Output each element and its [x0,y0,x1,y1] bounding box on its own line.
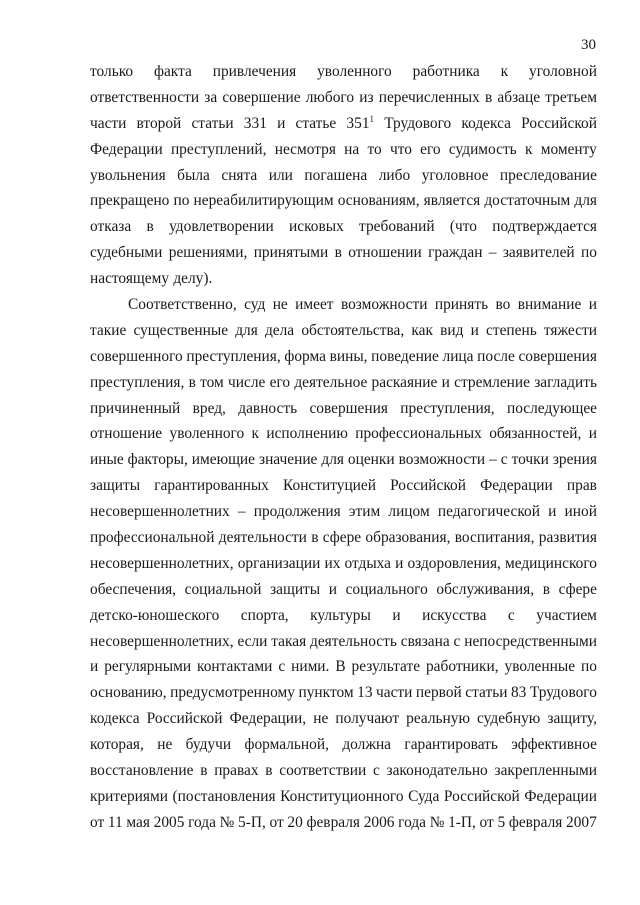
word: получают [335,710,400,728]
word: его [269,373,291,391]
text-line [90,188,597,214]
word-with-footnote [346,111,374,137]
word: тяжести [543,321,597,339]
word: преследование [499,166,597,184]
word: детско-юношеского [90,606,220,624]
word: исполнению [266,425,348,443]
word: контактами [197,658,273,676]
word: педагогической [437,503,540,521]
word: защиты [270,580,321,598]
word: по [580,658,597,676]
word: № [429,813,445,831]
word: основанию, [90,684,167,702]
text-line [90,421,597,447]
word: такие [90,321,127,339]
word: отношение [90,425,163,443]
text-line [90,214,597,240]
word: основаниям, [337,192,420,210]
word: несовершеннолетних, [90,632,234,650]
word: вины, [329,347,368,365]
word: второй [136,114,182,132]
document-body [90,59,597,836]
word: (что [449,218,477,236]
word: от [90,813,105,831]
text-line [90,551,597,577]
word: прекращено [90,192,170,210]
word: – [488,244,497,262]
word: Российской [521,114,597,132]
word: и [548,503,557,521]
word: Конституционного [280,787,404,805]
word: обстоятельства, [301,321,405,339]
word: гарантировать [404,736,498,754]
word: В [335,658,346,676]
word: статьи [465,684,508,702]
word: которая, [90,736,144,754]
word: является [423,192,481,210]
word: защиту, [547,710,597,728]
word: уголовное [421,166,489,184]
word: том [200,373,224,391]
word: точки [511,451,549,469]
word: судимость [448,140,517,158]
text-line [90,85,597,111]
word: достаточным [484,192,571,210]
word: снята [221,166,258,184]
word: имеющие [191,451,256,469]
word: с [500,451,508,469]
word: правах [214,762,259,780]
word: Федерации [480,477,553,495]
word: пунктом [298,684,354,702]
word: – [237,503,246,521]
word: любого [305,88,355,106]
text-line [90,473,597,499]
word: не [313,710,329,728]
word: февраля [306,813,360,831]
word: и [395,554,404,572]
word: и [470,321,479,339]
word: кодекса [461,114,511,132]
word: образования, [365,529,451,547]
word: с [507,606,515,624]
word: степень [486,321,537,339]
word: абзаце [497,88,541,106]
word: предусмотренному [170,684,295,702]
word: не [272,296,288,314]
word: и [90,658,99,676]
text-line [90,59,597,85]
word: с [372,762,380,780]
word: от [479,813,494,831]
text-line [90,499,597,525]
word: обеспечения, [90,580,177,598]
word: оценки [347,451,395,469]
text-line [90,370,597,396]
word: числе [228,373,266,391]
word: моменту [540,140,597,158]
word: участием [536,606,597,624]
word: профессиональных [355,425,482,443]
word: для [321,451,344,469]
word: 351 [346,114,370,132]
word: совершения [309,399,388,417]
text-line [90,758,597,784]
word: деятельность [310,632,397,650]
word: такая [271,632,307,650]
word: их [324,554,341,572]
word: значение [258,451,318,469]
word: ними. [291,658,330,676]
word: критериями [90,787,168,805]
word: этим [348,503,381,521]
word: к [524,140,533,158]
word: в [484,88,493,106]
word: после [477,347,515,365]
word: (постановления [172,787,276,805]
text-line [90,240,597,266]
word: и [328,580,337,598]
word: лица [442,347,474,365]
word: Федерации [90,140,163,158]
word: что [389,140,412,158]
word: возможности [398,451,486,469]
word: за [204,88,218,106]
word: дела [264,321,295,339]
text-line [90,603,597,629]
word: исковых [289,218,344,236]
word: и [588,296,597,314]
word: как [411,321,433,339]
word: законодательно [386,762,488,780]
word: Российской [390,477,466,495]
word: увольнения [90,166,166,184]
footnote-mark: 1 [369,113,375,124]
word: последующее [506,399,597,417]
word: 83 [510,684,527,702]
word: из [359,88,374,106]
word: в [265,762,273,780]
word: в [542,580,550,598]
word: от [269,813,284,831]
word: загладить [534,373,597,391]
word: существенные [133,321,229,339]
word: иные [90,451,124,469]
word: Трудового [384,114,452,132]
word: 13 [357,684,373,702]
word: либо [378,166,411,184]
word: отношении [348,244,422,262]
word: 331 [243,114,267,132]
word: № [219,813,235,831]
word: развития [538,529,597,547]
word: преступления, [90,373,185,391]
word: Российской [443,787,520,805]
word: требований [359,218,435,236]
word: кодекса [90,710,140,728]
word: статьи [191,114,234,132]
word: раскаяние [371,373,438,391]
word: его [420,140,441,158]
word: 2007 [566,813,597,831]
word: преступлений, [170,140,267,158]
word: если [237,632,268,650]
word: не [157,736,173,754]
word: Федерации, [229,710,307,728]
word: Суда [408,787,440,805]
word: к [500,63,509,80]
word: 20 [287,813,303,831]
word: к [251,425,259,443]
word: зрения [552,451,597,469]
word: иной [564,503,597,521]
word: уволенного [317,63,392,80]
text-line [90,654,597,680]
word: регулярными [104,658,192,676]
word: для [574,192,597,210]
word: отдыха [344,554,392,572]
word: Федерации [524,787,597,805]
word: первой [415,684,462,702]
word: только [90,63,134,80]
word: судебными [90,244,163,262]
word: на [344,140,360,158]
word: восстановление [90,762,194,780]
word: защиты [90,477,141,495]
word: преступления, [186,347,281,365]
word: Трудового [529,684,597,702]
text-line [90,318,597,344]
word: с [278,658,286,676]
word: поведение [371,347,439,365]
word: в [146,218,154,236]
word: давность [238,399,298,417]
word: причиненный [90,399,181,417]
word: внимание [517,296,582,314]
word: принятыми [253,244,329,262]
word: социальной [184,580,262,598]
word: гарантированных [154,477,269,495]
word: и [441,373,450,391]
text-line [90,344,597,370]
word: настоящему [90,270,170,288]
word: судебную [477,710,541,728]
word: в [188,373,196,391]
word: февраля [508,813,563,831]
word: работника [412,63,480,80]
word: организации [237,554,321,572]
text-line [90,810,597,836]
text-line [90,266,597,292]
word: то [367,140,382,158]
text-line [90,732,597,758]
word: сфере [322,529,362,547]
word: года [188,813,216,831]
word: деятельное [294,373,368,391]
word: 5-П, [238,813,266,831]
word: обязанностей, [489,425,582,443]
word: обслуживания, [436,580,535,598]
word: в [200,762,208,780]
word: лицом [388,503,430,521]
word: связана [400,632,450,650]
word: перечисленных [378,88,480,106]
word: воспитания, [454,529,535,547]
text-line [90,577,597,603]
word: суд [244,296,266,314]
word: удовлетворении [169,218,274,236]
word: части [90,114,127,132]
text-line [90,525,597,551]
word: спорта, [240,606,289,624]
text-line [90,629,597,655]
word: факта [154,63,192,80]
word: нереабилитирующим [193,192,334,210]
word: заявителей [502,244,575,262]
word: и [392,606,401,624]
word: для [235,321,258,339]
word: несовершеннолетних [90,503,230,521]
word: оздоровления, [407,554,501,572]
word: привлечения [212,63,297,80]
text-line [90,447,597,473]
text-line [90,396,597,422]
word: Конституцией [283,477,376,495]
word: и [277,114,286,132]
word: соответствии [279,762,367,780]
word: статье [295,114,337,132]
word: 2005 [153,813,185,831]
word: в [311,529,319,547]
text-line [90,784,597,810]
word: 1-П, [448,813,476,831]
word: по [173,192,190,210]
word: ответственности [90,88,200,106]
word: части [376,684,413,702]
word: – [489,451,497,469]
word: мая [126,813,150,831]
word: была [177,166,210,184]
word: совершение [222,88,301,106]
word: 5 [497,813,506,831]
word: третьем [545,88,597,106]
word: стремление [454,373,530,391]
word: или [268,166,293,184]
word: должна [342,736,392,754]
word: Российской [146,710,223,728]
word: преступления, [400,399,495,417]
page-number: 30 [581,37,596,53]
word: 11 [107,813,123,831]
word: совершения [518,347,597,365]
text-line [90,111,597,137]
word: решениями, [168,244,248,262]
word: несовершеннолетних, [90,554,234,572]
word: прав [566,477,597,495]
word: работники, [425,658,499,676]
text-line [90,292,597,318]
word: с [453,632,461,650]
word: форма [284,347,326,365]
word: продолжения [253,503,341,521]
word: 2006 [363,813,395,831]
word: результате [351,658,421,676]
word: во [495,296,511,314]
word: Соответственно, [128,296,237,314]
word: несмотря [274,140,336,158]
text-line [90,137,597,163]
text-line [90,680,597,706]
word: граждан [428,244,483,262]
word: делу). [173,270,213,288]
word: закрепленными [494,762,597,780]
word: социального [345,580,428,598]
word: уголовной [529,63,597,80]
word: непосредственными [464,632,597,650]
word: уволенного [169,425,245,443]
word: совершенного [90,347,183,365]
word: профессиональной [90,529,215,547]
word: культуры [310,606,371,624]
word: и [588,425,597,443]
word: погашена [304,166,368,184]
word: возможности [340,296,428,314]
word: по [581,244,597,262]
word: медицинского [504,554,597,572]
word: подтверждается [492,218,597,236]
word: принять [434,296,489,314]
word: формальной, [244,736,329,754]
word: будучи [185,736,232,754]
word: года [398,813,426,831]
word: эффективное [511,736,597,754]
word: деятельности [218,529,307,547]
word: имеет [295,296,334,314]
word: в [334,244,342,262]
word: искусства [422,606,487,624]
word: вред, [192,399,226,417]
word: факторы, [127,451,188,469]
word: реальную [406,710,470,728]
word: сфере [558,580,597,598]
text-line [90,163,597,189]
word: вид [440,321,464,339]
text-line [90,706,597,732]
word: уволенные [504,658,576,676]
word: отказа [90,218,132,236]
